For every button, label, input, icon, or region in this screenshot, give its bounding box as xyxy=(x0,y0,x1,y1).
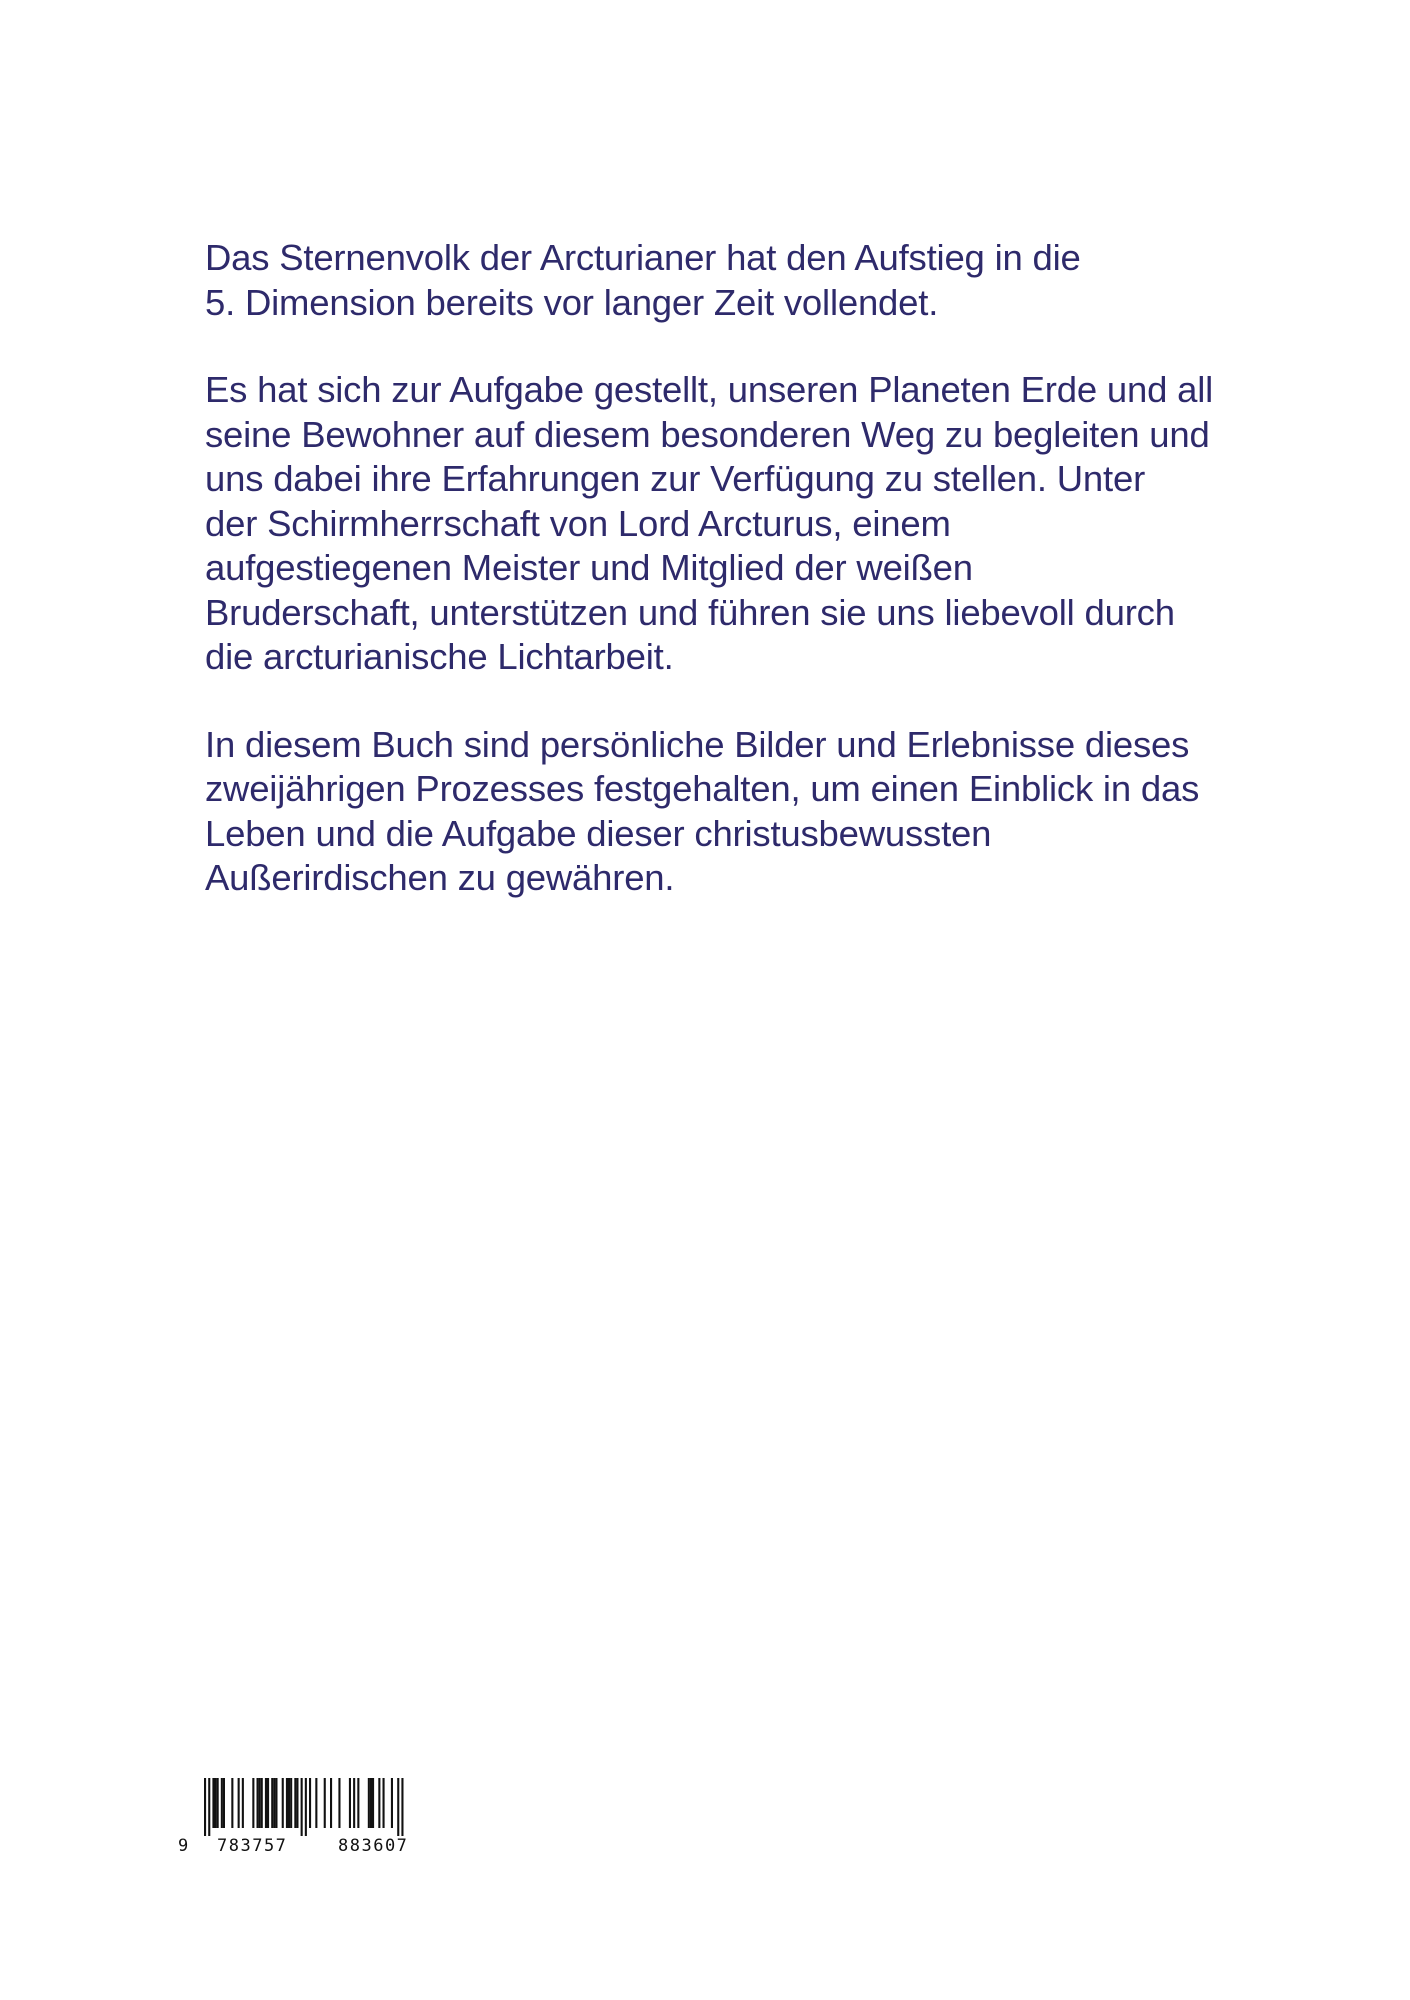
barcode-bar xyxy=(208,1778,210,1836)
barcode-bar xyxy=(401,1778,403,1836)
barcode-bar xyxy=(286,1778,288,1828)
barcode-bar xyxy=(267,1778,269,1828)
barcode-bar xyxy=(231,1778,233,1828)
barcode-left-digits: 783757 xyxy=(217,1836,288,1856)
blurb-line: die arcturianische Lichtarbeit. xyxy=(205,636,674,677)
barcode-bar xyxy=(242,1778,244,1828)
barcode-bar xyxy=(271,1778,273,1828)
blurb-line: der Schirmherrschaft von Lord Arcturus, einem xyxy=(205,502,951,544)
barcode-bar xyxy=(397,1778,399,1836)
barcode-bar xyxy=(265,1778,267,1828)
barcode-bar xyxy=(330,1778,332,1828)
barcode-bar xyxy=(257,1778,259,1828)
barcode-bar xyxy=(391,1778,393,1828)
barcode-bar xyxy=(217,1778,219,1828)
blurb-line: Es hat sich zur Aufgabe gestellt, unseren Planeten Erde und all xyxy=(205,369,1214,410)
blurb-line: Bruderschaft, unterstützen und führen sie uns liebevoll durch xyxy=(205,591,1175,633)
blurb-line: Außerirdischen zu gewähren. xyxy=(205,857,675,898)
barcode-bar xyxy=(238,1778,240,1828)
barcode-bar xyxy=(290,1778,292,1828)
barcode-bar xyxy=(368,1778,370,1828)
barcode-bar xyxy=(357,1778,359,1828)
blurb-line: Leben und die Aufgabe dieser christusbewussten xyxy=(205,812,992,854)
isbn-barcode xyxy=(172,1778,452,1858)
barcode-bar xyxy=(372,1778,374,1828)
barcode-right-digits: 883607 xyxy=(338,1836,409,1856)
barcode-bar xyxy=(338,1778,340,1828)
blurb-line: In diesem Buch sind persönliche Bilder und Erlebnisse dieses xyxy=(205,723,1190,765)
blurb-paragraph-1 xyxy=(205,236,1255,325)
barcode-bar xyxy=(212,1778,214,1828)
barcode-bar xyxy=(261,1778,263,1828)
blurb-line: Das Sternenvolk der Arcturianer hat den Aufstieg in die xyxy=(205,237,1081,278)
barcode-bar xyxy=(273,1778,275,1828)
barcode-bar xyxy=(309,1778,311,1828)
blurb-line: 5. Dimension bereits vor langer Zeit vollendet. xyxy=(205,281,939,323)
blurb-line: zweijährigen Prozesses festgehalten, um einen Einblick in das xyxy=(205,768,1200,809)
blurb-line: aufgestiegenen Meister und Mitglied der weißen xyxy=(205,547,973,588)
barcode-bar xyxy=(378,1778,380,1828)
barcode-bar xyxy=(315,1778,317,1828)
blurb-line: uns dabei ihre Erfahrungen zur Verfügung zu stellen. Unter xyxy=(205,458,1146,499)
barcode-bar xyxy=(288,1778,290,1828)
barcode-bar xyxy=(294,1778,296,1828)
blurb-line: seine Bewohner auf diesem besonderen Weg zu begleiten und xyxy=(205,413,1210,455)
blurb-paragraph-2 xyxy=(205,368,1255,680)
blurb-paragraph-3 xyxy=(205,723,1255,901)
barcode-bar xyxy=(353,1778,355,1828)
barcode-lead-digit: 9 xyxy=(178,1836,190,1856)
barcode-bar xyxy=(370,1778,372,1828)
barcode-bar xyxy=(301,1778,303,1836)
barcode-bar xyxy=(305,1778,307,1836)
barcode-bar xyxy=(223,1778,225,1828)
barcode-bar xyxy=(221,1778,223,1828)
barcode-bar xyxy=(204,1778,206,1836)
barcode-bar xyxy=(252,1778,254,1828)
barcode-bars xyxy=(172,1778,452,1838)
barcode-bar xyxy=(215,1778,217,1828)
barcode-bar xyxy=(324,1778,326,1828)
barcode-bar xyxy=(296,1778,298,1828)
blurb-text xyxy=(205,236,1255,944)
barcode-bar xyxy=(349,1778,351,1828)
barcode-bar xyxy=(259,1778,261,1828)
barcode-bar xyxy=(275,1778,277,1828)
barcode-bar xyxy=(282,1778,284,1828)
barcode-bar xyxy=(383,1778,385,1828)
